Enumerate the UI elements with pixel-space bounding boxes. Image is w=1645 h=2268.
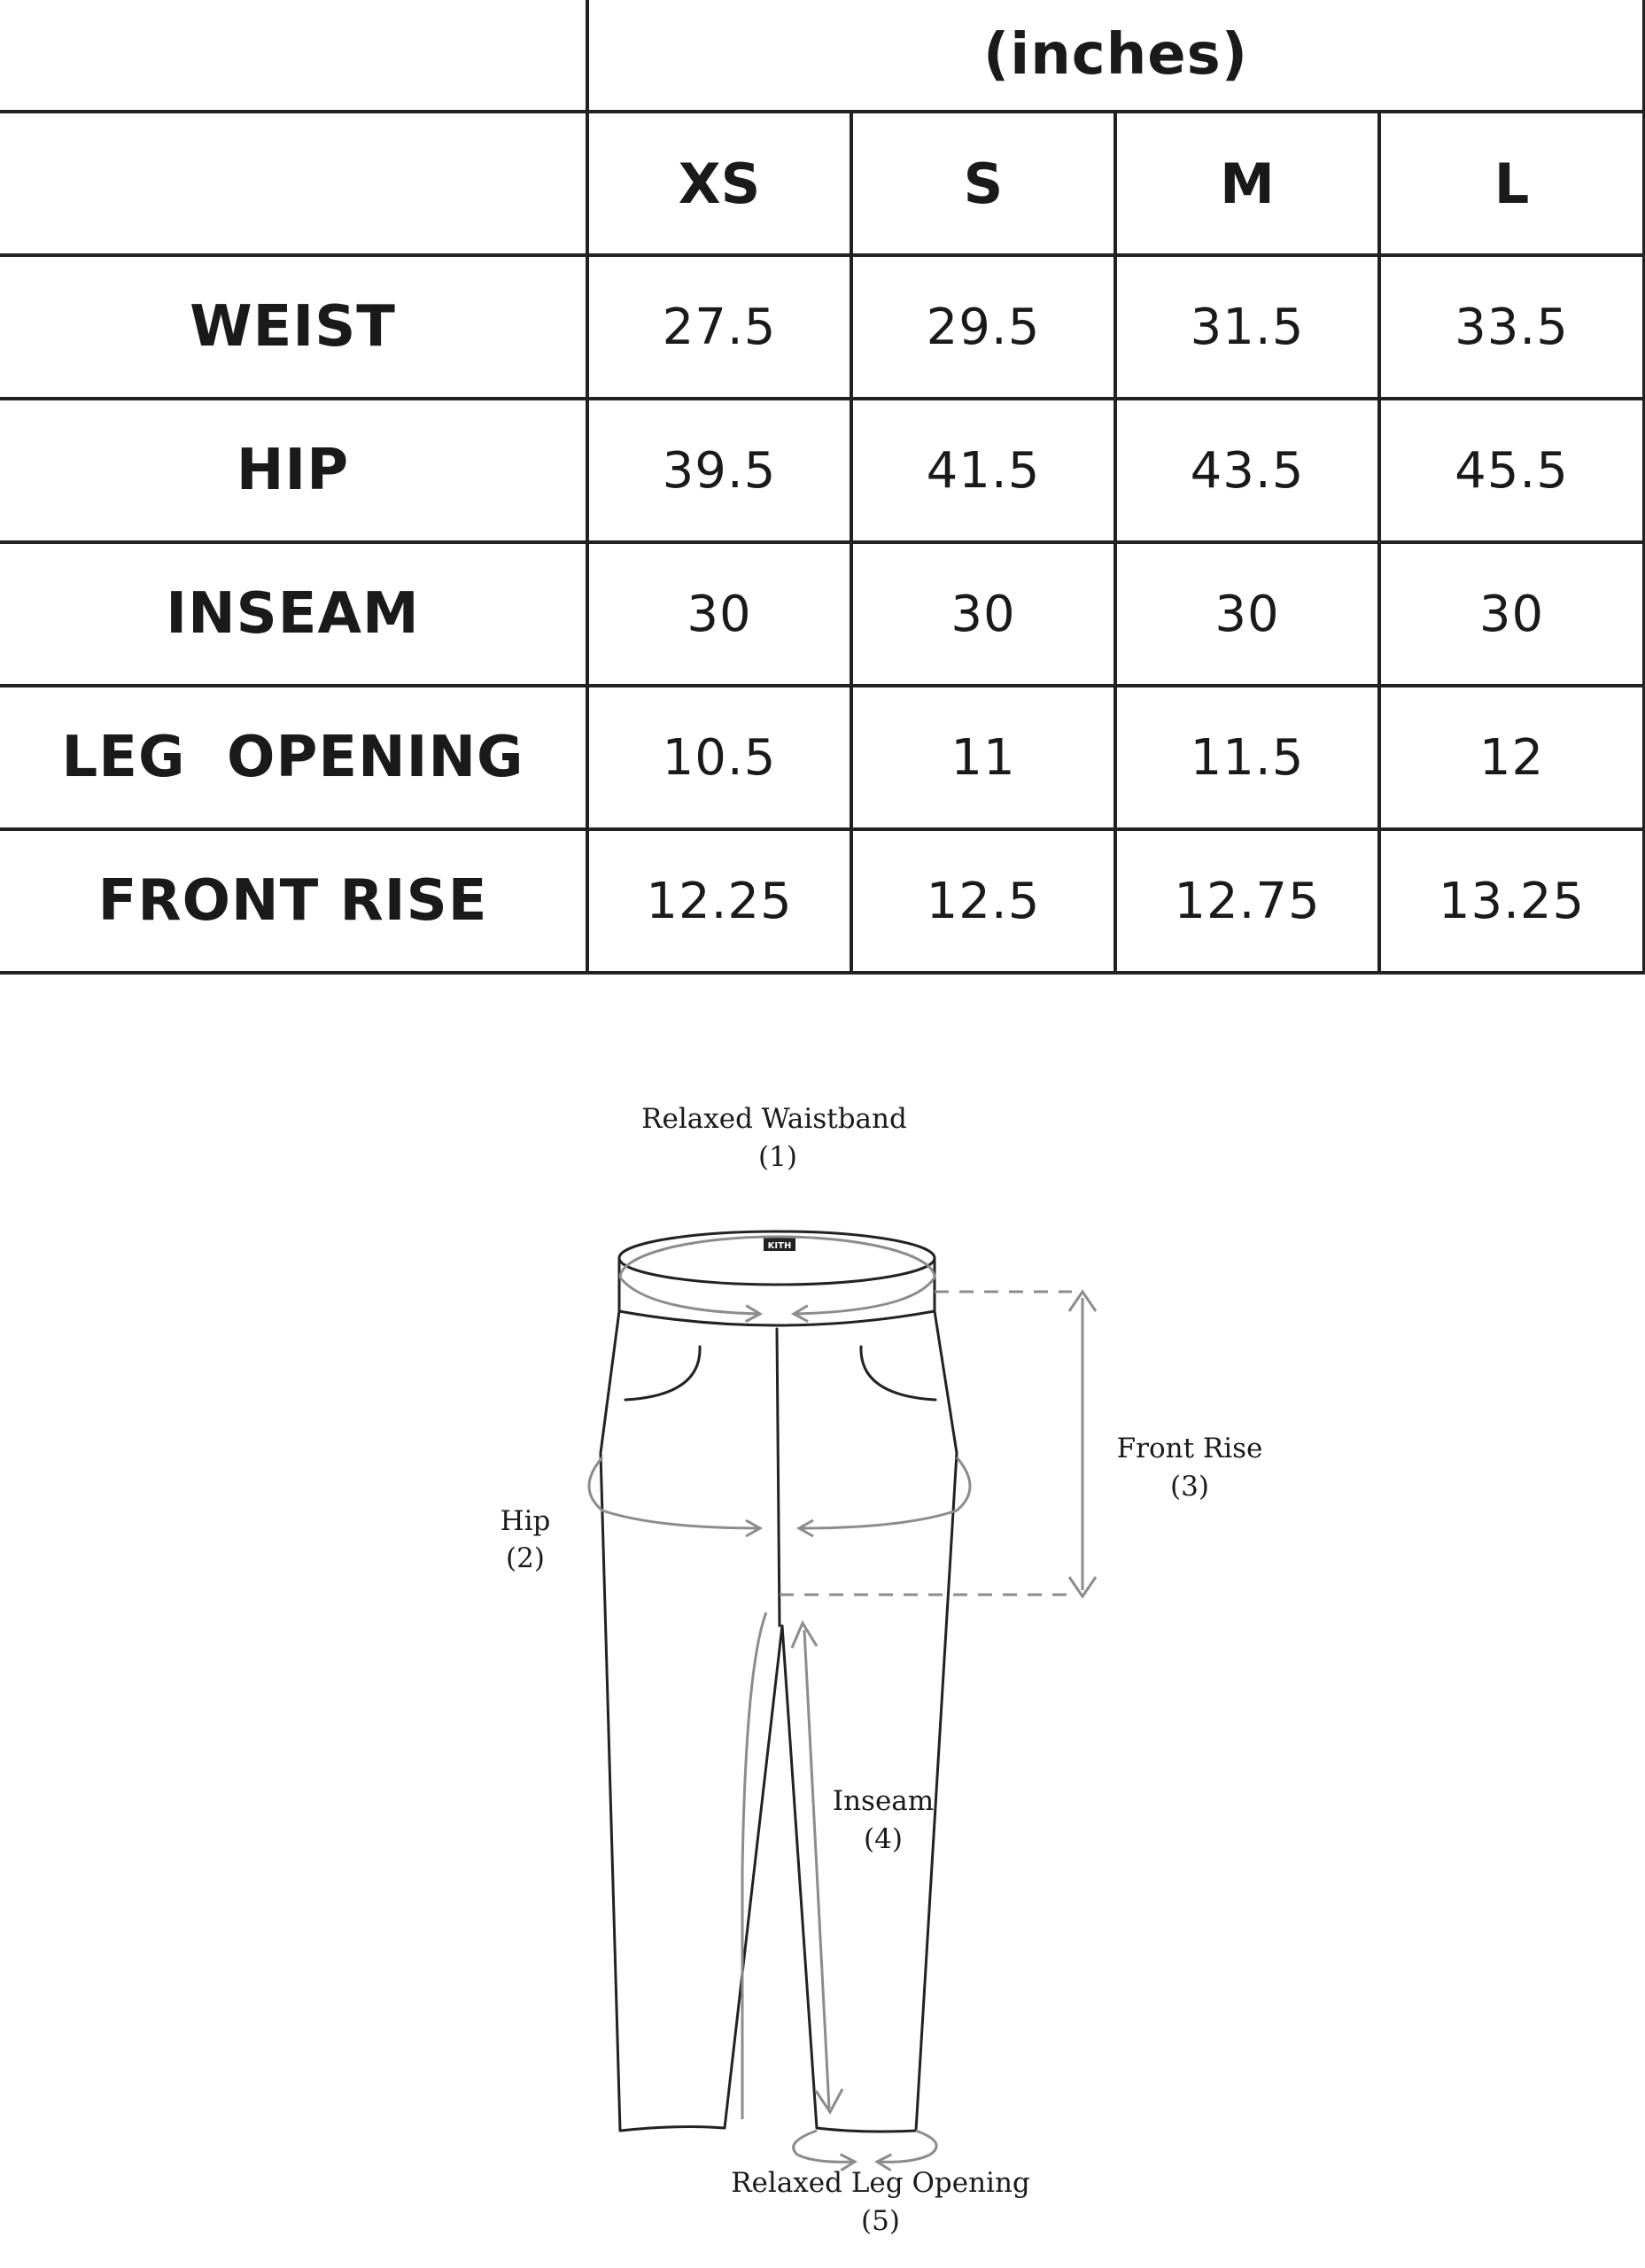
table-row-waist [0, 255, 1645, 399]
table-cell: 27.5 [587, 255, 851, 399]
table-row-front-rise [0, 829, 1645, 973]
left-pocket [625, 1347, 700, 1400]
blank-corner-cell [0, 0, 587, 112]
table-cell: 11.5 [1115, 686, 1379, 829]
table-cell: 33.5 [1379, 255, 1645, 399]
size-chart-table [0, 0, 1645, 975]
pants-outline [601, 1231, 957, 2132]
pants-diagram-svg [0, 957, 1645, 2268]
kith-tag-text: KITH [767, 1241, 792, 1251]
table-cell: 30 [1115, 542, 1379, 686]
row-label-hip: HIP [0, 399, 587, 542]
table-cell: 12 [1379, 686, 1645, 829]
row-label-leg-opening: LEG OPENING [0, 686, 587, 829]
table-cell: 30 [1379, 542, 1645, 686]
table-cell: 11 [851, 686, 1115, 829]
table-row-leg-opening [0, 686, 1645, 829]
blank-label-cell [0, 112, 587, 255]
row-label-inseam: INSEAM [0, 542, 587, 686]
table-cell: 29.5 [851, 255, 1115, 399]
table-cell: 43.5 [1115, 399, 1379, 542]
pants-measurement-diagram [0, 957, 1645, 2268]
table-cell: 41.5 [851, 399, 1115, 542]
hip-arrow-left [589, 1457, 760, 1528]
unit-label: (inches) [983, 22, 1248, 88]
waistband-number: (1) [758, 1141, 797, 1173]
table-cell: 39.5 [587, 399, 851, 542]
front-rise-label: Front Rise [1116, 1433, 1263, 1464]
waistband-band [619, 1258, 935, 1325]
table-cell: 12.5 [851, 829, 1115, 973]
leg-opening-arrow-left [794, 2131, 855, 2162]
size-header-l: L [1379, 112, 1645, 255]
front-rise-number: (3) [1170, 1471, 1209, 1503]
inseam-line [804, 1630, 829, 2109]
size-header-row [0, 112, 1645, 255]
right-pocket [861, 1347, 935, 1400]
row-label-front-rise: FRONT RISE [0, 829, 587, 973]
unit-header-cell [587, 0, 1645, 112]
table-cell: 12.75 [1115, 829, 1379, 973]
table-cell: 45.5 [1379, 399, 1645, 542]
measurement-guides [589, 1237, 1096, 2162]
table-row-inseam [0, 542, 1645, 686]
table-cell: 13.25 [1379, 829, 1645, 973]
table-cell: 30 [587, 542, 851, 686]
size-header-xs: XS [587, 112, 851, 255]
inseam-label: Inseam [832, 1785, 935, 1817]
size-header-s: S [851, 112, 1115, 255]
hip-label: Hip [500, 1505, 551, 1537]
unit-row [0, 0, 1645, 112]
waistband-label: Relaxed Waistband [641, 1103, 907, 1135]
hip-number: (2) [506, 1542, 545, 1574]
inseam-number: (4) [864, 1823, 903, 1855]
size-header-m: M [1115, 112, 1379, 255]
table-cell: 31.5 [1115, 255, 1379, 399]
leg-opening-arrow-right [877, 2131, 936, 2162]
hip-arrow-right [799, 1457, 970, 1528]
leg-opening-number: (5) [861, 2205, 900, 2237]
leg-opening-label: Relaxed Leg Opening [731, 2167, 1030, 2199]
table-cell: 30 [851, 542, 1115, 686]
table-row-hip [0, 399, 1645, 542]
table-cell: 12.25 [587, 829, 851, 973]
table-cell: 10.5 [587, 686, 851, 829]
fly-line [777, 1329, 780, 1626]
row-label-waist: WEIST [0, 255, 587, 399]
